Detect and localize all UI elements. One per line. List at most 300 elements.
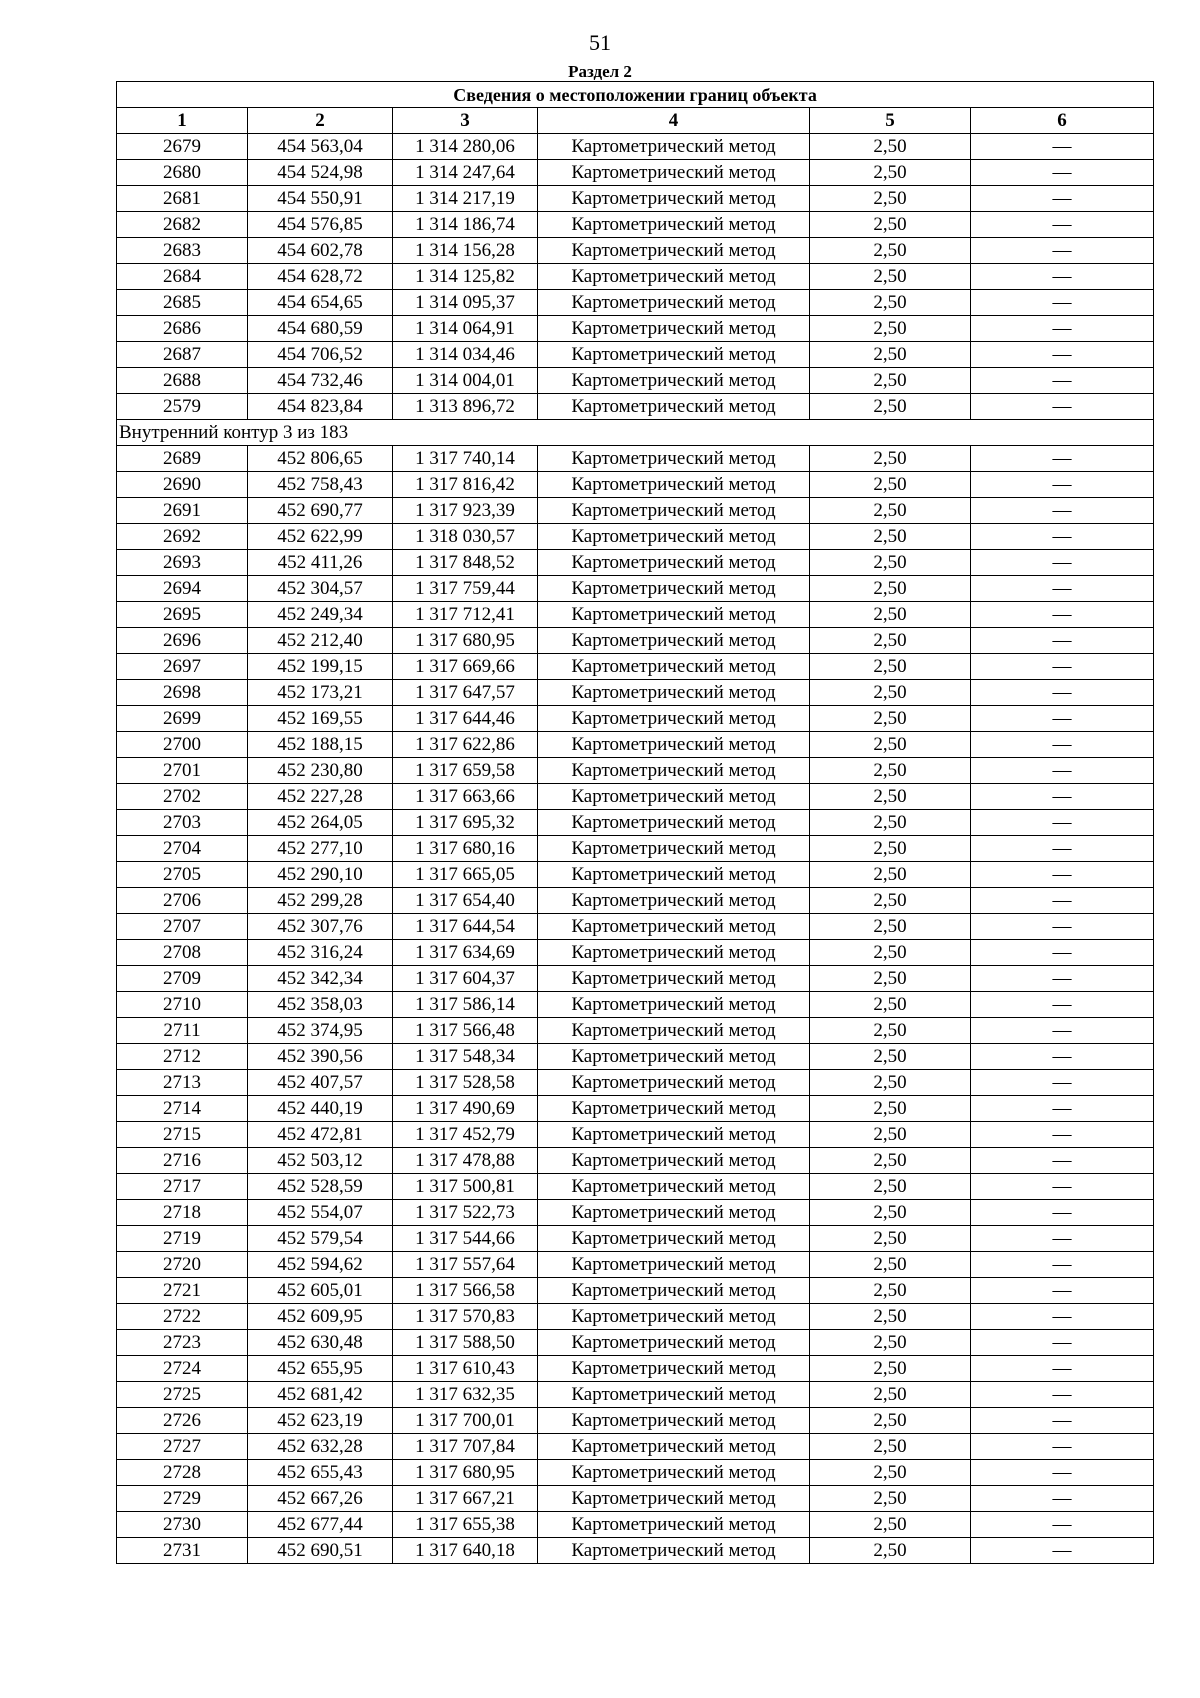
table-cell: Картометрический метод [538, 1486, 810, 1512]
table-cell: — [971, 992, 1154, 1018]
table-cell: 2,50 [810, 446, 971, 472]
table-row [117, 810, 1154, 836]
table-cell: 452 212,40 [248, 628, 393, 654]
boundary-coordinates-table [116, 81, 1154, 1564]
table-cell: 452 677,44 [248, 1512, 393, 1538]
table-cell: 2,50 [810, 1096, 971, 1122]
table-row [117, 238, 1154, 264]
table-cell: 1 314 156,28 [393, 238, 538, 264]
table-row [117, 1330, 1154, 1356]
table-row [117, 940, 1154, 966]
table-cell: 2723 [117, 1330, 248, 1356]
table-cell: 452 199,15 [248, 654, 393, 680]
table-cell: — [971, 784, 1154, 810]
table-cell: 2714 [117, 1096, 248, 1122]
table-cell: 452 758,43 [248, 472, 393, 498]
table-row [117, 1252, 1154, 1278]
table-cell: — [971, 1486, 1154, 1512]
table-cell: 1 317 712,41 [393, 602, 538, 628]
table-cell: 452 316,24 [248, 940, 393, 966]
table-cell: — [971, 680, 1154, 706]
table-cell: 2,50 [810, 1044, 971, 1070]
table-row [117, 1434, 1154, 1460]
table-cell: 452 411,26 [248, 550, 393, 576]
table-row [117, 628, 1154, 654]
table-cell: 2709 [117, 966, 248, 992]
table-cell: — [971, 1252, 1154, 1278]
table-cell: Картометрический метод [538, 628, 810, 654]
table-cell: 1 314 064,91 [393, 316, 538, 342]
table-cell: 1 314 217,19 [393, 186, 538, 212]
table-cell: — [971, 1122, 1154, 1148]
table-cell: 2718 [117, 1200, 248, 1226]
table-cell: Картометрический метод [538, 914, 810, 940]
table-cell: — [971, 940, 1154, 966]
table-cell: — [971, 238, 1154, 264]
table-cell: Картометрический метод [538, 186, 810, 212]
table-cell: — [971, 836, 1154, 862]
table-cell: — [971, 888, 1154, 914]
table-cell: 454 576,85 [248, 212, 393, 238]
table-cell: 452 605,01 [248, 1278, 393, 1304]
table-cell: — [971, 1096, 1154, 1122]
table-cell: — [971, 602, 1154, 628]
table-row [117, 1070, 1154, 1096]
table-cell: Картометрический метод [538, 498, 810, 524]
table-cell: 454 680,59 [248, 316, 393, 342]
table-cell: — [971, 1278, 1154, 1304]
table-cell: Картометрический метод [538, 836, 810, 862]
table-cell: Картометрический метод [538, 1122, 810, 1148]
table-cell: 2,50 [810, 186, 971, 212]
table-caption-row [117, 82, 1154, 108]
table-cell: 1 317 544,66 [393, 1226, 538, 1252]
table-cell: Картометрический метод [538, 1382, 810, 1408]
table-cell: 2,50 [810, 628, 971, 654]
table-cell: 2701 [117, 758, 248, 784]
table-row [117, 394, 1154, 420]
page-number: 51 [589, 30, 611, 55]
table-cell: Картометрический метод [538, 160, 810, 186]
table-cell: — [971, 576, 1154, 602]
table-cell: 452 609,95 [248, 1304, 393, 1330]
table-cell: — [971, 394, 1154, 420]
table-cell: 1 317 667,21 [393, 1486, 538, 1512]
table-cell: 2724 [117, 1356, 248, 1382]
table-cell: 1 317 680,95 [393, 628, 538, 654]
table-cell: Картометрический метод [538, 1434, 810, 1460]
table-cell: 454 602,78 [248, 238, 393, 264]
table-cell: — [971, 1356, 1154, 1382]
table-row [117, 1200, 1154, 1226]
table-cell: 2719 [117, 1226, 248, 1252]
table-cell: 2704 [117, 836, 248, 862]
table-cell: 1 314 095,37 [393, 290, 538, 316]
table-row [117, 446, 1154, 472]
table-cell: 1 317 740,14 [393, 446, 538, 472]
table-cell: 452 307,76 [248, 914, 393, 940]
table-cell: 2680 [117, 160, 248, 186]
table-cell: — [971, 654, 1154, 680]
table-cell: 452 554,07 [248, 1200, 393, 1226]
table-cell: 1 317 644,54 [393, 914, 538, 940]
table-cell: — [971, 316, 1154, 342]
table-cell: Картометрический метод [538, 1018, 810, 1044]
table-cell: 452 169,55 [248, 706, 393, 732]
table-cell: 1 317 522,73 [393, 1200, 538, 1226]
table-cell: Картометрический метод [538, 368, 810, 394]
table-cell: Картометрический метод [538, 1304, 810, 1330]
table-cell: 2,50 [810, 1018, 971, 1044]
table-cell: 454 654,65 [248, 290, 393, 316]
table-cell: 1 317 586,14 [393, 992, 538, 1018]
table-cell: 1 317 528,58 [393, 1070, 538, 1096]
table-cell: 2,50 [810, 316, 971, 342]
table-row [117, 992, 1154, 1018]
table-cell: 452 440,19 [248, 1096, 393, 1122]
table-row [117, 732, 1154, 758]
table-cell: 2717 [117, 1174, 248, 1200]
table-row [117, 862, 1154, 888]
table-header-row [117, 108, 1154, 134]
table-cell: 1 318 030,57 [393, 524, 538, 550]
table-cell: 2,50 [810, 498, 971, 524]
table-cell: 452 579,54 [248, 1226, 393, 1252]
table-row [117, 1356, 1154, 1382]
table-body [117, 134, 1154, 1564]
table-cell: 2710 [117, 992, 248, 1018]
table-cell: 1 314 004,01 [393, 368, 538, 394]
table-cell: — [971, 732, 1154, 758]
table-cell: 2,50 [810, 1200, 971, 1226]
table-cell: Картометрический метод [538, 706, 810, 732]
table-cell: — [971, 1538, 1154, 1564]
table-cell: 452 594,62 [248, 1252, 393, 1278]
table-cell: 452 690,77 [248, 498, 393, 524]
table-cell: 1 317 680,95 [393, 1460, 538, 1486]
table-cell: 2,50 [810, 134, 971, 160]
table-cell: Картометрический метод [538, 1356, 810, 1382]
table-cell: 2688 [117, 368, 248, 394]
table-cell: 2,50 [810, 212, 971, 238]
table-cell: 1 317 848,52 [393, 550, 538, 576]
table-cell: 2,50 [810, 966, 971, 992]
table-cell: 2,50 [810, 264, 971, 290]
table-row [117, 368, 1154, 394]
table-cell: 2702 [117, 784, 248, 810]
table-cell: 2699 [117, 706, 248, 732]
table-cell: 452 358,03 [248, 992, 393, 1018]
table-cell: 2730 [117, 1512, 248, 1538]
table-cell: 2692 [117, 524, 248, 550]
table-cell: 452 472,81 [248, 1122, 393, 1148]
table-cell: 2722 [117, 1304, 248, 1330]
table-cell: 1 314 186,74 [393, 212, 538, 238]
table-row [117, 134, 1154, 160]
table-cell: 2,50 [810, 810, 971, 836]
table-cell: Картометрический метод [538, 732, 810, 758]
table-cell: 2,50 [810, 1304, 971, 1330]
table-cell: 2,50 [810, 1278, 971, 1304]
table-cell: 1 317 610,43 [393, 1356, 538, 1382]
table-cell: 2,50 [810, 1408, 971, 1434]
table-cell: 1 317 500,81 [393, 1174, 538, 1200]
table-row [117, 1226, 1154, 1252]
table-cell: 452 249,34 [248, 602, 393, 628]
table-cell: — [971, 1460, 1154, 1486]
table-cell: Картометрический метод [538, 550, 810, 576]
table-cell: — [971, 212, 1154, 238]
table-cell: 1 317 816,42 [393, 472, 538, 498]
table-cell: 2,50 [810, 758, 971, 784]
table-cell: 1 317 570,83 [393, 1304, 538, 1330]
table-cell: 1 314 247,64 [393, 160, 538, 186]
table-row [117, 290, 1154, 316]
table-row [117, 1408, 1154, 1434]
table-row [117, 550, 1154, 576]
column-header: 3 [393, 108, 538, 134]
table-cell: Картометрический метод [538, 1252, 810, 1278]
table-row [117, 784, 1154, 810]
table-row [117, 498, 1154, 524]
table-cell: 2716 [117, 1148, 248, 1174]
table-cell: Картометрический метод [538, 1148, 810, 1174]
table-cell: 1 317 557,64 [393, 1252, 538, 1278]
table-cell: 2691 [117, 498, 248, 524]
contour-label: Внутренний контур 3 из 183 [117, 420, 1154, 446]
table-cell: 452 227,28 [248, 784, 393, 810]
table-cell: 2,50 [810, 1382, 971, 1408]
table-row [117, 602, 1154, 628]
table-cell: 454 628,72 [248, 264, 393, 290]
table-row [117, 1512, 1154, 1538]
table-cell: 2705 [117, 862, 248, 888]
table-cell: Картометрический метод [538, 576, 810, 602]
table-cell: Картометрический метод [538, 446, 810, 472]
table-cell: 2,50 [810, 1356, 971, 1382]
table-cell: 1 317 707,84 [393, 1434, 538, 1460]
table-row [117, 1096, 1154, 1122]
table-cell: 1 317 647,57 [393, 680, 538, 706]
table-cell: 2,50 [810, 836, 971, 862]
table-row [117, 1148, 1154, 1174]
table-cell: 2731 [117, 1538, 248, 1564]
table-cell: 2,50 [810, 394, 971, 420]
table-cell: 1 317 680,16 [393, 836, 538, 862]
table-cell: 2,50 [810, 732, 971, 758]
table-cell: 2711 [117, 1018, 248, 1044]
table-cell: Картометрический метод [538, 1330, 810, 1356]
table-cell: — [971, 914, 1154, 940]
table-cell: Картометрический метод [538, 472, 810, 498]
table-cell: Картометрический метод [538, 1096, 810, 1122]
table-cell: 1 317 759,44 [393, 576, 538, 602]
table-cell: — [971, 550, 1154, 576]
table-cell: 2694 [117, 576, 248, 602]
table-row [117, 212, 1154, 238]
table-row [117, 342, 1154, 368]
table-cell: — [971, 1148, 1154, 1174]
table-row [117, 888, 1154, 914]
table-cell: 2679 [117, 134, 248, 160]
table-cell: 452 188,15 [248, 732, 393, 758]
table-row [117, 758, 1154, 784]
table-cell: Картометрический метод [538, 680, 810, 706]
table-cell: Картометрический метод [538, 940, 810, 966]
table-cell: 2686 [117, 316, 248, 342]
table-cell: — [971, 160, 1154, 186]
table-cell: 2,50 [810, 472, 971, 498]
table-cell: 1 317 644,46 [393, 706, 538, 732]
table-cell: 2,50 [810, 1460, 971, 1486]
table-cell: Картометрический метод [538, 1174, 810, 1200]
table-cell: 1 317 655,38 [393, 1512, 538, 1538]
table-cell: — [971, 628, 1154, 654]
table-cell: 452 630,48 [248, 1330, 393, 1356]
table-cell: 2689 [117, 446, 248, 472]
table-cell: 2,50 [810, 160, 971, 186]
table-cell: 452 690,51 [248, 1538, 393, 1564]
table-cell: — [971, 290, 1154, 316]
table-cell: 2690 [117, 472, 248, 498]
table-cell: — [971, 1330, 1154, 1356]
table-cell: — [971, 368, 1154, 394]
table-cell: 2,50 [810, 1434, 971, 1460]
table-cell: Картометрический метод [538, 1512, 810, 1538]
table-cell: 452 173,21 [248, 680, 393, 706]
table-cell: 2,50 [810, 1174, 971, 1200]
table-cell: 2728 [117, 1460, 248, 1486]
table-cell: — [971, 1174, 1154, 1200]
table-cell: 2,50 [810, 784, 971, 810]
table-cell: — [971, 524, 1154, 550]
table-cell: Картометрический метод [538, 1460, 810, 1486]
table-cell: Картометрический метод [538, 290, 810, 316]
table-cell: Картометрический метод [538, 1200, 810, 1226]
table-cell: Картометрический метод [538, 134, 810, 160]
table-cell: 2,50 [810, 1226, 971, 1252]
table-cell: 1 317 669,66 [393, 654, 538, 680]
table-cell: 2,50 [810, 1538, 971, 1564]
table-cell: 2,50 [810, 550, 971, 576]
section-title: Раздел 2 [568, 62, 632, 81]
table-cell: 1 314 125,82 [393, 264, 538, 290]
table-cell: — [971, 498, 1154, 524]
table-cell: 1 317 640,18 [393, 1538, 538, 1564]
table-row [117, 1382, 1154, 1408]
table-row [117, 160, 1154, 186]
table-cell: 1 314 280,06 [393, 134, 538, 160]
table-cell: — [971, 1044, 1154, 1070]
table-cell: — [971, 446, 1154, 472]
table-cell: Картометрический метод [538, 524, 810, 550]
table-cell: 452 290,10 [248, 862, 393, 888]
table-cell: 2,50 [810, 1486, 971, 1512]
table-cell: — [971, 1226, 1154, 1252]
table-cell: 2,50 [810, 576, 971, 602]
table-row [117, 836, 1154, 862]
table-cell: 2,50 [810, 862, 971, 888]
table-cell: — [971, 1382, 1154, 1408]
table-row [117, 524, 1154, 550]
table-cell: — [971, 966, 1154, 992]
table-cell: 1 313 896,72 [393, 394, 538, 420]
table-row [117, 1460, 1154, 1486]
table-row [117, 186, 1154, 212]
table-cell: 2713 [117, 1070, 248, 1096]
table-cell: 452 407,57 [248, 1070, 393, 1096]
table-row [117, 1538, 1154, 1564]
table-row [117, 1018, 1154, 1044]
table-cell: 452 655,95 [248, 1356, 393, 1382]
table-cell: 452 503,12 [248, 1148, 393, 1174]
table-row [117, 1044, 1154, 1070]
table-cell: 2726 [117, 1408, 248, 1434]
column-header: 4 [538, 108, 810, 134]
table-cell: 2,50 [810, 654, 971, 680]
table-cell: 2700 [117, 732, 248, 758]
table-cell: 452 806,65 [248, 446, 393, 472]
table-cell: 452 632,28 [248, 1434, 393, 1460]
table-cell: Картометрический метод [538, 784, 810, 810]
table-cell: 2721 [117, 1278, 248, 1304]
table-cell: 2,50 [810, 602, 971, 628]
table-cell: 454 823,84 [248, 394, 393, 420]
contour-row [117, 420, 1154, 446]
table-cell: 2,50 [810, 992, 971, 1018]
table-cell: 2,50 [810, 1252, 971, 1278]
table-cell: 1 317 604,37 [393, 966, 538, 992]
table-cell: 2682 [117, 212, 248, 238]
table-cell: 2,50 [810, 1330, 971, 1356]
table-cell: 2,50 [810, 1148, 971, 1174]
table-row [117, 316, 1154, 342]
table-cell: 2729 [117, 1486, 248, 1512]
table-cell: 2695 [117, 602, 248, 628]
table-cell: — [971, 1304, 1154, 1330]
table-cell: Картометрический метод [538, 212, 810, 238]
table-cell: 452 681,42 [248, 1382, 393, 1408]
table-cell: 454 732,46 [248, 368, 393, 394]
table-cell: 1 317 490,69 [393, 1096, 538, 1122]
table-cell: Картометрический метод [538, 1044, 810, 1070]
table-cell: 2693 [117, 550, 248, 576]
table-cell: — [971, 1070, 1154, 1096]
table-cell: 452 622,99 [248, 524, 393, 550]
table-cell: 1 317 588,50 [393, 1330, 538, 1356]
table-cell: 2683 [117, 238, 248, 264]
table-cell: Картометрический метод [538, 1070, 810, 1096]
table-cell: 2697 [117, 654, 248, 680]
table-row [117, 1304, 1154, 1330]
table-cell: Картометрический метод [538, 1408, 810, 1434]
table-cell: 2,50 [810, 238, 971, 264]
table-cell: 2,50 [810, 1070, 971, 1096]
table-cell: — [971, 862, 1154, 888]
table-cell: 2706 [117, 888, 248, 914]
table-cell: Картометрический метод [538, 758, 810, 784]
table-cell: 452 667,26 [248, 1486, 393, 1512]
table-cell: 2698 [117, 680, 248, 706]
table-cell: 452 342,34 [248, 966, 393, 992]
table-cell: 452 528,59 [248, 1174, 393, 1200]
table-row [117, 576, 1154, 602]
table-cell: 2579 [117, 394, 248, 420]
table-cell: 452 277,10 [248, 836, 393, 862]
table-cell: Картометрический метод [538, 862, 810, 888]
table-cell: — [971, 1434, 1154, 1460]
table-cell: 2687 [117, 342, 248, 368]
